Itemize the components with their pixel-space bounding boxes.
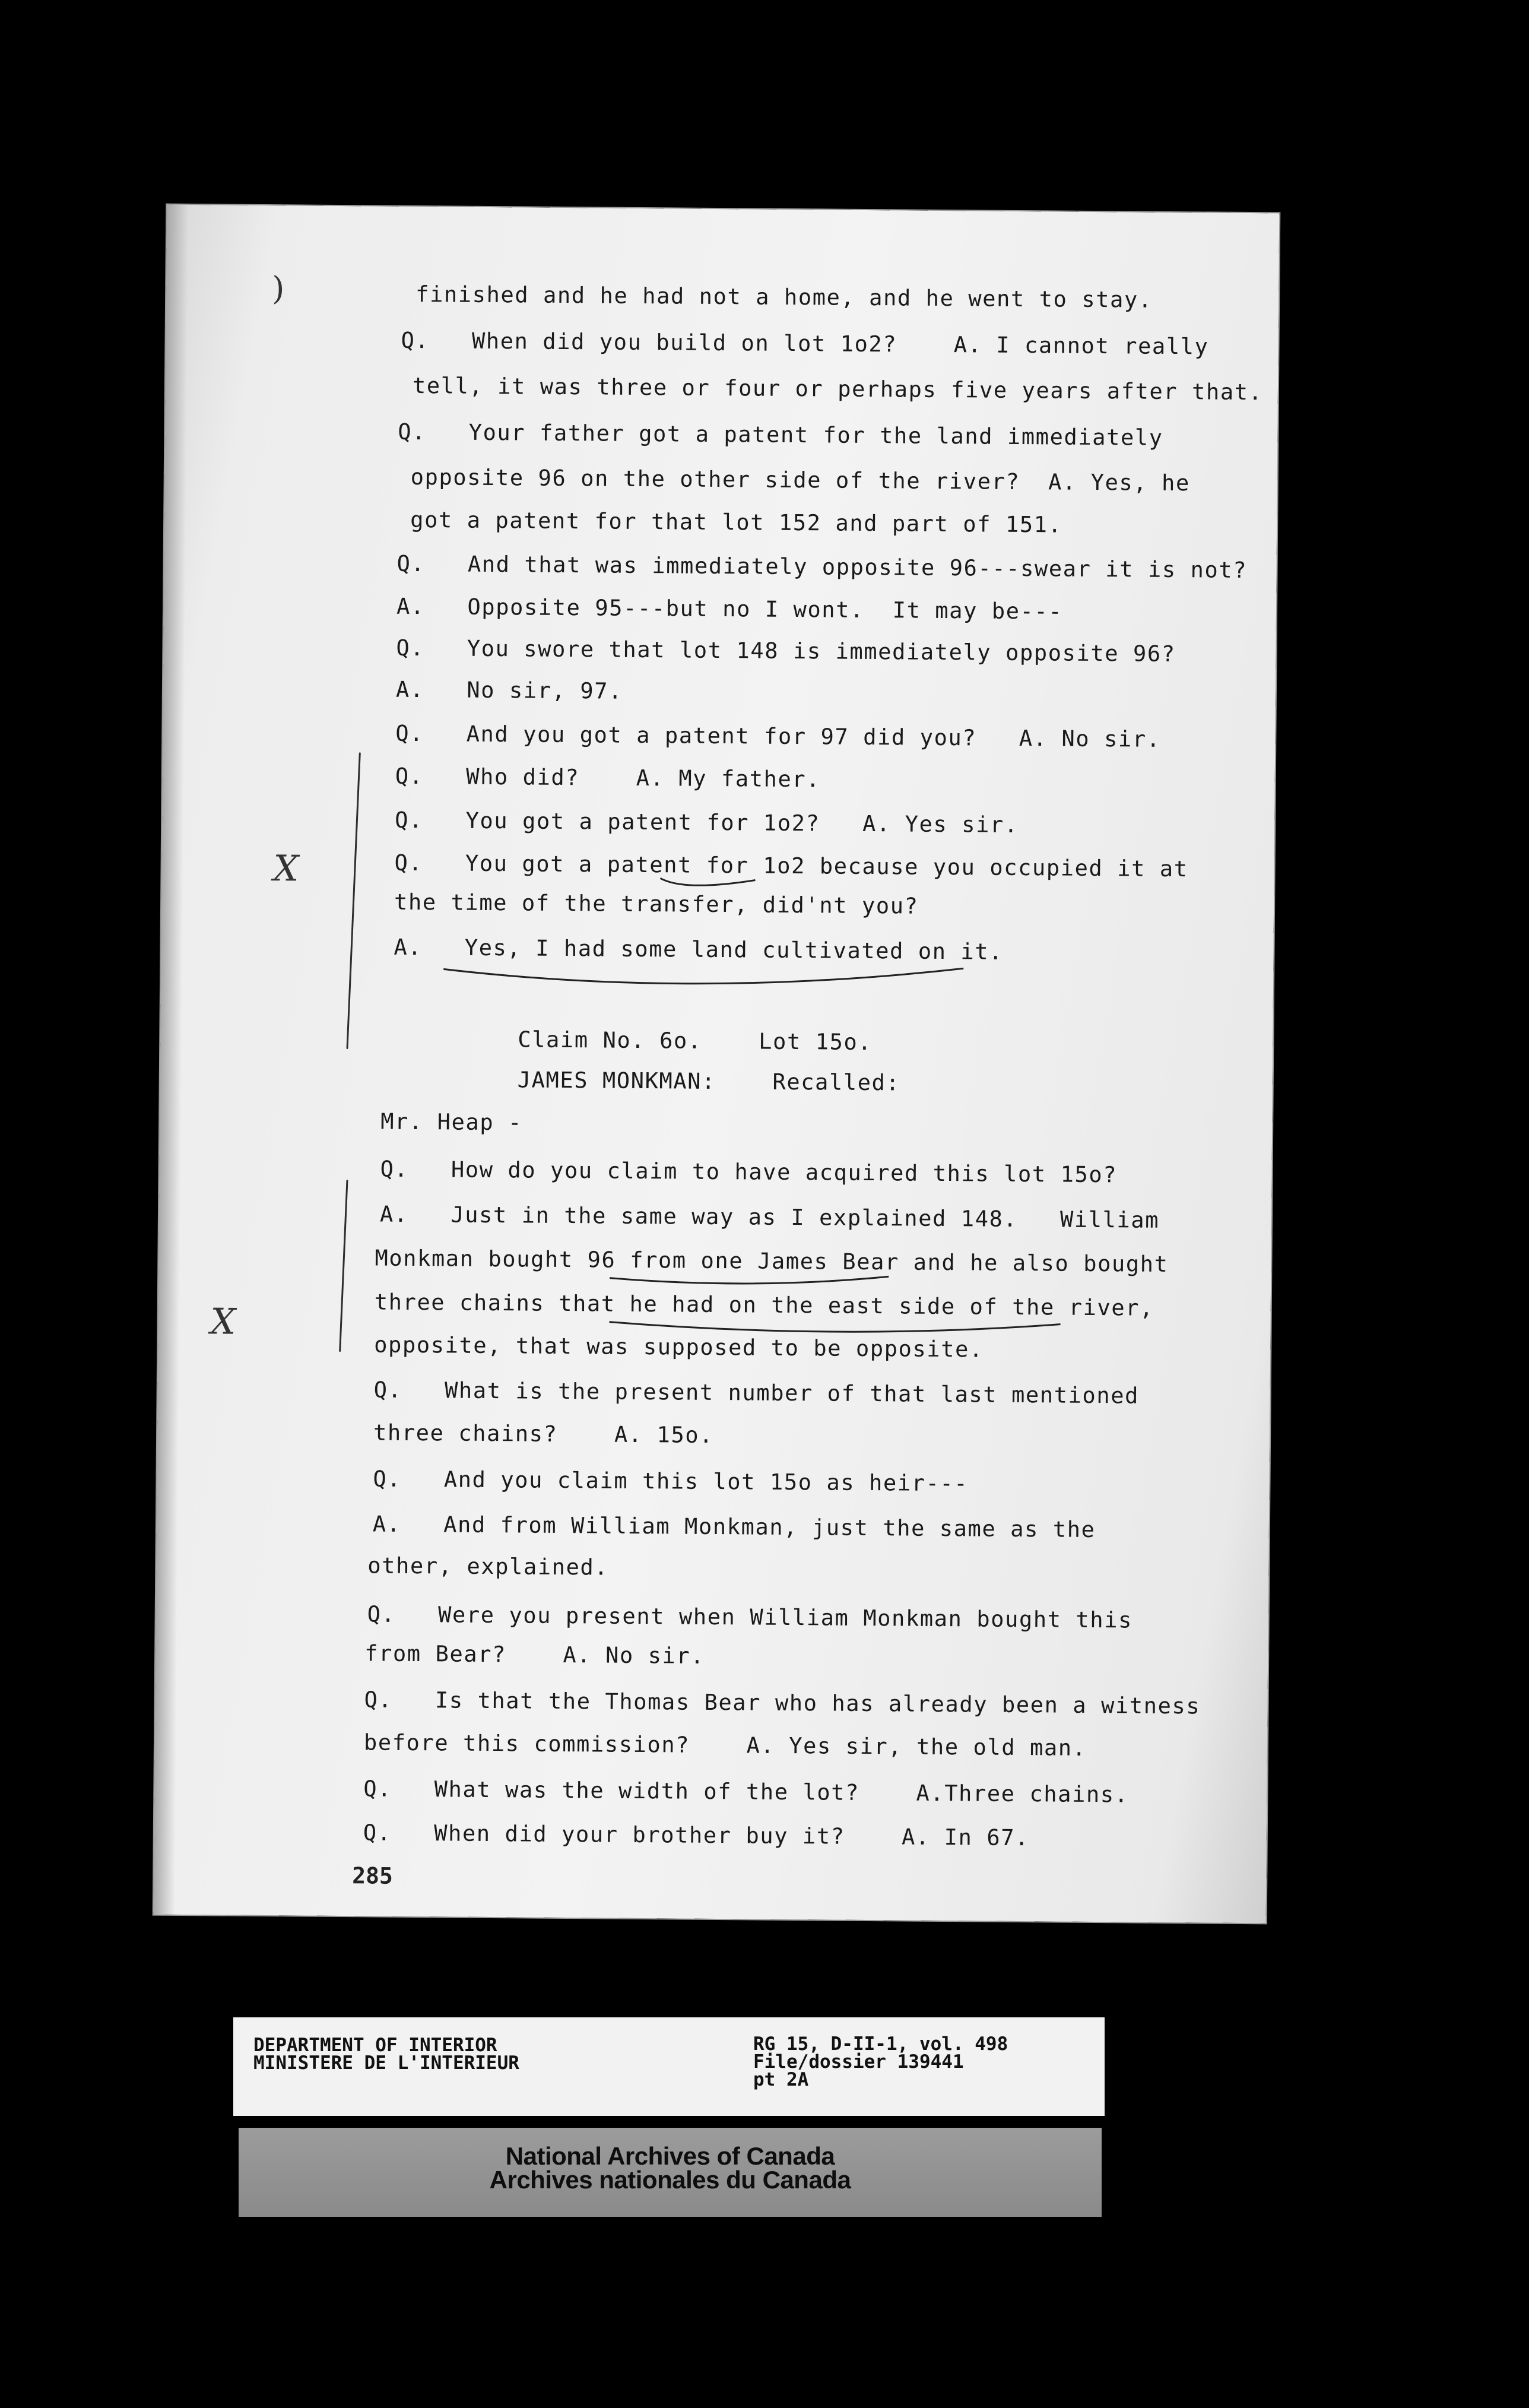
text-line: opposite 96 on the other side of the river? A. Yes, he xyxy=(410,464,1191,496)
text-line: other, explained. xyxy=(367,1552,609,1580)
archives-name-en: National Archives of Canada xyxy=(505,2142,835,2170)
text-line: finished and he had not a home, and he went to stay. xyxy=(415,281,1153,313)
text-line: Q. And that was immediately opposite 96---swear it is not? xyxy=(396,550,1248,583)
underline-stroke xyxy=(443,964,963,986)
archives-banner xyxy=(239,2128,1102,2217)
text-line: three chains? A. 15o. xyxy=(373,1420,714,1448)
text-line: got a patent for that lot 152 and part of 151. xyxy=(410,506,1062,538)
text-line: A. No sir, 97. xyxy=(395,676,623,704)
archives-name-fr: Archives nationales du Canada xyxy=(489,2166,851,2194)
text-line: Q. You got a patent for 1o2 because you occupied it at xyxy=(394,850,1188,882)
margin-tick-mark: ) xyxy=(271,270,285,308)
text-line: A. Opposite 95---but no I wont. It may be--- xyxy=(396,593,1063,625)
margin-bracket-line xyxy=(339,1180,348,1352)
witness-heading: JAMES MONKMAN: Recalled: xyxy=(517,1067,900,1096)
record-group-reference: RG 15, D-II-1, vol. 498 xyxy=(753,2033,1008,2055)
text-line: A. Just in the same way as I explained 148. William xyxy=(379,1201,1160,1233)
underline-stroke xyxy=(660,878,755,886)
text-line: Q. What was the width of the lot? A.Three chains. xyxy=(363,1776,1129,1808)
text-line: from Bear? A. No sir. xyxy=(364,1640,705,1669)
text-line: Q. When did you build on lot 1o2? A. I cannot really xyxy=(401,327,1209,360)
text-line: Q. How do you claim to have acquired this lot 15o? xyxy=(380,1156,1118,1188)
text-line: the time of the transfer, did'nt you? xyxy=(394,889,919,919)
text-line: before this commission? A. Yes sir, the old man. xyxy=(363,1729,1087,1761)
underline-marks xyxy=(154,205,1280,1924)
text-line: Q. And you claim this lot 15o as heir--- xyxy=(373,1466,969,1497)
text-line: Mr. Heap - xyxy=(380,1108,523,1136)
underline-stroke xyxy=(609,1321,1060,1333)
text-line: Q. You got a patent for 1o2? A. Yes sir. xyxy=(395,807,1019,838)
text-line: Q. Your father got a patent for the land immediately xyxy=(398,419,1163,451)
text-line: Q. Is that the Thomas Bear who has already been a witness xyxy=(364,1687,1201,1719)
text-line: Q. And you got a patent for 97 did you? A. No sir. xyxy=(395,720,1161,752)
text-line: tell, it was three or four or perhaps five years after that. xyxy=(412,372,1263,405)
text-line: opposite, that was supposed to be opposite. xyxy=(374,1332,984,1363)
text-line: Q. You swore that lot 148 is immediately opposite 96? xyxy=(396,635,1176,667)
file-number: File/dossier 139441 xyxy=(753,2051,964,2073)
archive-reference-label xyxy=(233,2017,1105,2116)
page-number: 285 xyxy=(352,1862,394,1889)
text-line: Q. Who did? A. My father. xyxy=(395,763,821,793)
text-line: A. And from William Monkman, just the same as the xyxy=(372,1511,1096,1543)
margin-x-mark: X xyxy=(210,1301,236,1343)
department-name-fr: MINISTERE DE L'INTERIEUR xyxy=(253,2052,519,2074)
text-line: Q. When did your brother buy it? A. In 67. xyxy=(363,1820,1030,1851)
margin-x-mark: X xyxy=(273,848,299,890)
margin-bracket-line xyxy=(346,752,360,1049)
underline-stroke xyxy=(610,1275,889,1285)
text-line: Monkman bought 96 from one James Bear and he also bought xyxy=(375,1245,1169,1277)
text-line: Q. Were you present when William Monkman bought this xyxy=(367,1601,1133,1633)
text-line: three chains that he had on the east side of the river, xyxy=(374,1289,1154,1321)
page-edge-shadow xyxy=(154,205,189,1915)
claim-heading: Claim No. 6o. Lot 15o. xyxy=(518,1026,873,1056)
file-part: pt 2A xyxy=(753,2069,809,2090)
document-page xyxy=(154,205,1280,1924)
department-name-en: DEPARTMENT OF INTERIOR xyxy=(253,2035,497,2056)
text-line: A. Yes, I had some land cultivated on it. xyxy=(394,934,1004,965)
text-line: Q. What is the present number of that last mentioned xyxy=(373,1377,1140,1409)
